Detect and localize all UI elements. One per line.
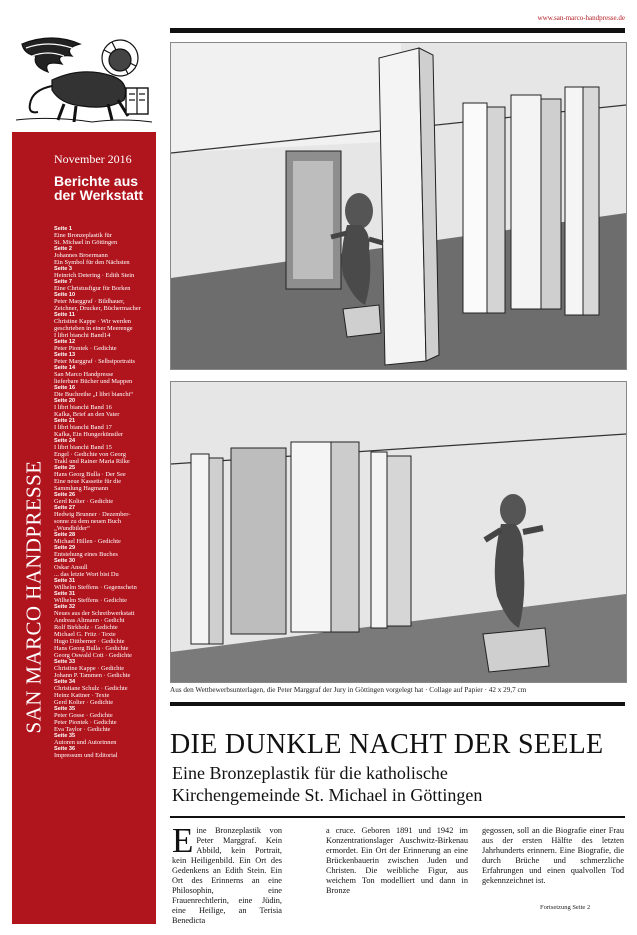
toc-page-number: Seite 32 — [54, 604, 76, 610]
toc-page-number: Seite 2 — [54, 246, 73, 252]
toc-entry-title: Eva Taylor · Gedichte — [54, 726, 111, 733]
toc-entry-title: Hans Georg Bulla · Der See — [54, 471, 126, 478]
masthead-title: SAN MARCO HANDPRESSE — [21, 460, 46, 734]
toc-entry[interactable] — [54, 604, 156, 659]
toc-entry-title: Johann P. Tammen · Gedichte — [54, 672, 131, 679]
toc-page-number: Seite 36 — [54, 746, 76, 752]
toc-entry-title: Johannes Broermann — [54, 252, 108, 259]
toc-entry-title: Christine Kappe · Gedichte — [54, 665, 125, 672]
toc-entry-title: Kafka, Brief an den Vater — [54, 411, 120, 418]
toc-entry[interactable] — [54, 532, 156, 545]
toc-page-number: Seite 30 — [54, 558, 76, 564]
toc-entry[interactable] — [54, 352, 156, 365]
drop-cap: E — [172, 821, 194, 860]
toc-entry-title: geschrieben in einer Meerenge — [54, 325, 133, 332]
headline: DIE DUNKLE NACHT DER SEELE — [170, 729, 604, 760]
subhead-line-2: Kirchengemeinde St. Michael in Göttingen — [172, 785, 483, 805]
toc-entry-title: I libri bianchi Band 16 — [54, 404, 112, 411]
toc-entry[interactable] — [54, 545, 156, 558]
issue-month: November 2016 — [54, 152, 132, 166]
masthead-vertical — [21, 282, 47, 912]
toc-entry[interactable] — [54, 659, 156, 679]
toc-page-number: Seite 31 — [54, 578, 76, 584]
toc-entry-title: Die Buchreihe „I libri bianchi“ — [54, 391, 134, 398]
column-1-text: ine Bronzeplastik von Peter Marggraf. Kein Abbild, kein Portrait, kein Heiligenbild. Ein Ort des Gedenkens an Edith Stein. Ein Ort des Erinnerns an eine Philosophin, eine Frauenrechtlerin, eine Jüdin, eine Heilige, an Terisia Benedicta — [172, 826, 282, 925]
toc-entry-title: Hugo Dittberner · Gedichte — [54, 638, 125, 645]
toc-entry-title: Eine Bronzeplastik für — [54, 232, 112, 239]
toc-entry-title: Autoren und Autorinnen — [54, 739, 117, 746]
toc-entry[interactable] — [54, 266, 156, 279]
toc-entry-title: Kafka, Ein Hungerkünstler — [54, 431, 124, 438]
toc-page-number: Seite 3 — [54, 266, 73, 272]
toc-entry-title: I libri bianchi Band 17 — [54, 424, 112, 431]
toc-page-number: Seite 1 — [54, 226, 73, 232]
collage-image-top — [170, 42, 627, 370]
toc-entry-title: Wilhelm Steffens · Gegenschein — [54, 584, 137, 591]
toc-entry[interactable] — [54, 505, 156, 532]
toc-page-number: Seite 11 — [54, 312, 75, 318]
toc-entry-title: Heinz Kattner · Texte — [54, 692, 110, 699]
toc-entry-title: Engel · Gedichte von Georg — [54, 451, 126, 458]
toc-entry[interactable] — [54, 312, 156, 339]
toc-entry-title: Peter Piontek · Gedichte — [54, 719, 117, 726]
toc-entry-title: Peter Marggraf · Selbstportraits — [54, 358, 135, 365]
table-of-contents — [54, 226, 156, 759]
toc-page-number: Seite 34 — [54, 679, 76, 685]
headline-rule — [170, 702, 625, 706]
toc-entry[interactable] — [54, 706, 156, 733]
toc-page-number: Seite 27 — [54, 505, 76, 511]
toc-entry-title: Trakl und Rainer Maria Rilke — [54, 458, 130, 465]
toc-page-number: Seite 31 — [54, 591, 76, 597]
image-caption: Aus den Wettbewerbsunterlagen, die Peter Marggraf der Jury in Göttingen vorgelegt hat · Collage auf Papier · 42 x 29,7 cm — [170, 686, 527, 694]
article-column-1 — [172, 821, 282, 926]
toc-entry-title: „Wundbilder“ — [54, 525, 90, 532]
toc-entry-title: Peter Marggraf · Bildhauer, — [54, 298, 125, 305]
toc-entry-title: I libri bianchi Band14 — [54, 332, 111, 339]
toc-entry-title: Eine Christusfigur für Borken — [54, 285, 131, 292]
column-3-text: gegossen, soll an die Biografie einer Frau aus der ersten Hälfte des letzten Jahrhunderts erinnern. Eine Biografie, die durch Brüche und schmerzliche Erfahrungen und einen qualvollen Tod gekennzeichnet ist. — [482, 826, 624, 885]
toc-page-number: Seite 7 — [54, 279, 73, 285]
toc-page-number: Seite 20 — [54, 398, 76, 404]
toc-entry-title: sonne zu dem neuen Buch — [54, 518, 122, 525]
column-2-text: a cruce. Geboren 1891 und 1942 im Konzentrationslager Auschwitz-Birkenau ermordet. Ein Ort der Erinnerung an eine Brückenbauerin zwischen Juden und Christen. Die weibliche Figur, aus weichem Ton modelliert und dann in Bronze — [326, 826, 468, 895]
toc-entry[interactable] — [54, 246, 156, 266]
toc-entry-title: lieferbare Bücher und Mappen — [54, 378, 133, 385]
toc-page-number: Seite 10 — [54, 292, 76, 298]
toc-page-number: Seite 21 — [54, 418, 76, 424]
top-rule — [170, 28, 625, 33]
toc-entry-title: Impressum und Editorial — [54, 752, 118, 759]
toc-page-number: Seite 24 — [54, 438, 76, 444]
toc-entry-title: Oskar Ansull — [54, 564, 88, 571]
toc-entry[interactable] — [54, 418, 156, 438]
toc-entry-title: Georg Oswald Cott · Gedichte — [54, 652, 132, 659]
red-sidebar — [12, 132, 156, 924]
toc-page-number: Seite 16 — [54, 385, 76, 391]
toc-entry[interactable] — [54, 398, 156, 418]
continuation-note[interactable]: Fortsetzung Seite 2 — [540, 904, 591, 911]
toc-page-number: Seite 25 — [54, 465, 76, 471]
toc-entry-title: St. Michael in Göttingen — [54, 239, 118, 246]
toc-entry[interactable] — [54, 679, 156, 706]
section-heading: Berichte aus der Werkstatt — [54, 173, 144, 203]
toc-entry-title: ... das letzte Wort bist Du — [54, 571, 119, 578]
toc-entry[interactable] — [54, 558, 156, 578]
toc-entry[interactable] — [54, 292, 156, 312]
toc-entry-title: I libri bianchi Band 15 — [54, 444, 112, 451]
subheadline — [172, 762, 482, 806]
toc-entry[interactable] — [54, 578, 156, 591]
toc-entry-title: Andreas Altmann · Gedicht — [54, 617, 125, 624]
toc-entry-title: Hedwig Brunner · Dezember- — [54, 511, 131, 518]
toc-entry-title: Zeichner, Drucker, Büchermacher — [54, 305, 141, 312]
toc-page-number: Seite 29 — [54, 545, 76, 551]
toc-entry[interactable] — [54, 339, 156, 352]
toc-entry-title: Gerd Kolter · Gedichte — [54, 699, 114, 706]
toc-page-number: Seite 13 — [54, 352, 76, 358]
toc-entry-title: Eine neue Kassette für die — [54, 478, 122, 485]
toc-page-number: Seite 28 — [54, 532, 76, 538]
toc-entry[interactable] — [54, 492, 156, 505]
toc-entry[interactable] — [54, 226, 156, 246]
article-column-3 — [482, 826, 624, 886]
toc-entry[interactable] — [54, 365, 156, 385]
toc-entry-title: Wilhelm Steffens · Gedichte — [54, 597, 127, 604]
toc-entry[interactable] — [54, 465, 156, 492]
toc-entry-title: Rolf Birkholz · Gedichte — [54, 624, 118, 631]
body-rule — [170, 816, 625, 818]
article-column-2 — [326, 826, 468, 896]
toc-entry[interactable] — [54, 733, 156, 746]
toc-page-number: Seite 26 — [54, 492, 76, 498]
toc-entry-title: San Marco Handpresse — [54, 371, 114, 378]
toc-page-number: Seite 33 — [54, 659, 76, 665]
toc-entry[interactable] — [54, 438, 156, 465]
toc-entry-title: Ein Symbol für den Nächsten — [54, 259, 130, 266]
toc-entry-title: Michael Hillen · Gedichte — [54, 538, 121, 545]
toc-page-number: Seite 14 — [54, 365, 76, 371]
toc-page-number: Seite 35 — [54, 733, 76, 739]
toc-entry-title: Neues aus der Schreibwerkstatt — [54, 610, 135, 617]
toc-entry-title: Christiane Schulz · Gedichte — [54, 685, 128, 692]
collage-image-bottom — [170, 381, 627, 683]
toc-entry[interactable] — [54, 746, 156, 759]
toc-page-number: Seite 35 — [54, 706, 76, 712]
toc-entry-title: Entstehung eines Buches — [54, 551, 118, 558]
website-url[interactable]: www.san-marco-handpresse.de — [537, 14, 625, 22]
toc-entry[interactable] — [54, 385, 156, 398]
subhead-line-1: Eine Bronzeplastik für die katholische — [172, 763, 448, 783]
toc-entry-title: Michael G. Fritz · Texte — [54, 631, 116, 638]
toc-entry-title: Heinrich Detering · Edith Stein — [54, 272, 135, 279]
toc-entry[interactable] — [54, 279, 156, 292]
toc-entry[interactable] — [54, 591, 156, 604]
toc-entry-title: Sammlung Hagmann — [54, 485, 109, 492]
san-marco-lion-logo — [12, 30, 156, 124]
toc-entry-title: Peter Gosse · Gedichte — [54, 712, 113, 719]
toc-entry-title: Hans Georg Bulla · Gedichte — [54, 645, 129, 652]
toc-entry-title: Peter Piontek · Gedichte — [54, 345, 117, 352]
toc-page-number: Seite 12 — [54, 339, 76, 345]
toc-entry-title: Christine Kappe · Wir werden — [54, 318, 131, 325]
toc-entry-title: Gerd Kolter · Gedichte — [54, 498, 114, 505]
